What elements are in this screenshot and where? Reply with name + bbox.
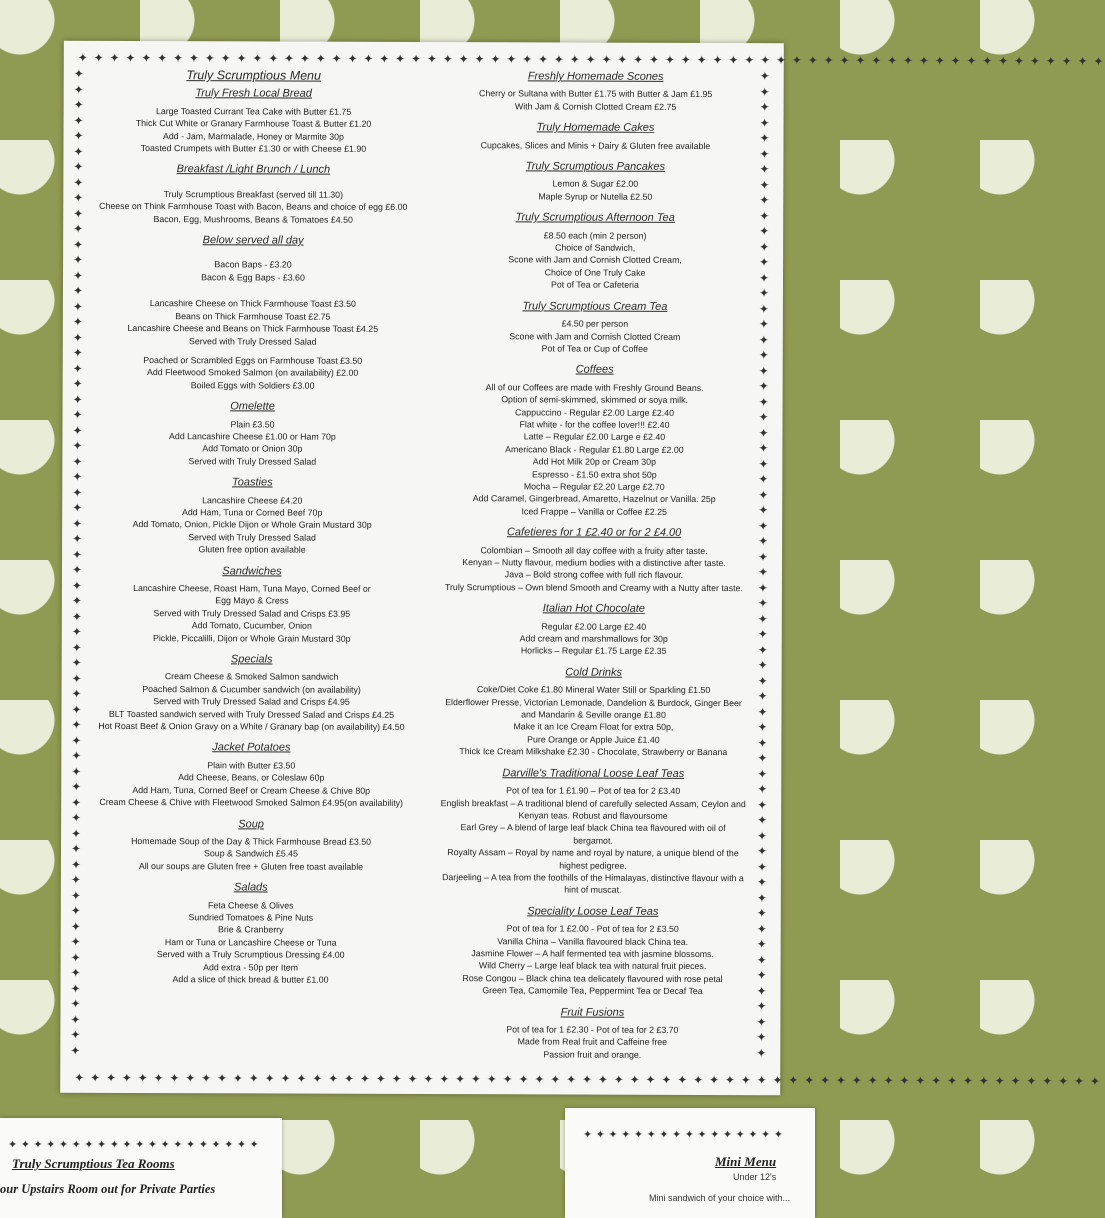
menu-line: Cherry or Sultana with Butter £1.75 with Butter & Jam £1.95 <box>479 88 713 100</box>
menu-line: £4.50 per person <box>561 318 629 329</box>
section-jacket-potatoes <box>81 741 421 809</box>
section-heading: Cold Drinks <box>565 666 623 679</box>
section-all-day <box>83 234 424 392</box>
menu-line: Brie & Cranberry <box>217 924 284 935</box>
section-heading: Toasties <box>231 476 273 489</box>
section-heading: Breakfast /Light Brunch / Lunch <box>176 163 331 177</box>
section-speciality-teas <box>423 905 763 998</box>
card-title: Mini Menu <box>715 1154 777 1169</box>
section-heading: Fruit Fusions <box>560 1006 625 1019</box>
menu-line: Large Toasted Currant Tea Cake with Butter £1.75 <box>155 105 352 117</box>
decorative-border-top: ✦ ✦ ✦ ✦ ✦ ✦ ✦ ✦ ✦ ✦ ✦ ✦ ✦ ✦ ✦ ✦ ✦ ✦ ✦ ✦ ✦ ✦ ✦ ✦ ✦ ✦ ✦ ✦ ✦ ✦ ✦ ✦ ✦ ✦ ✦ ✦ ✦ ✦ ✦ ✦ ✦ ✦ ✦ ✦ ✦ ✦ ✦ ✦ ✦ ✦ ✦ ✦ ✦ ✦ ✦ ✦ ✦ ✦ ✦ ✦ ✦ ✦ ✦ ✦ ✦ <box>77 50 1105 69</box>
section-soup <box>81 817 421 873</box>
section-heading: Truly Fresh Local Bread <box>195 87 312 101</box>
section-coffees <box>424 363 765 518</box>
menu-line: and Mandarin & Seville orange £1.80 <box>521 709 666 720</box>
section-toasties <box>82 476 422 557</box>
menu-line: Kenyan teas. Robust and flavoursome <box>518 810 668 821</box>
menu-line: Bacon Baps - £3.20 <box>214 259 292 271</box>
menu-line: Earl Grey – A blend of large leaf black China tea flavoured with oil of <box>460 822 726 834</box>
section-heading: Truly Scrumptious Pancakes <box>525 160 666 173</box>
mini-menu-card <box>565 1108 815 1218</box>
menu-line: Lancashire Cheese on Thick Farmhouse Toast £3.50 <box>149 298 356 310</box>
menu-line: Lemon & Sugar £2.00 <box>552 178 639 190</box>
menu-line: Flat white - for the coffee lover!!! £2.40 <box>519 419 670 430</box>
menu-line: English breakfast – A traditional blend of carefully selected Assam, Ceylon and <box>440 797 746 809</box>
menu-left-column <box>81 69 424 996</box>
menu-line: Horlicks – Regular £1.75 Large £2.35 <box>520 645 667 657</box>
menu-line: Option of semi-skimmed, skimmed or soya milk. <box>501 394 688 406</box>
menu-line: Made from Real fruit and Caffeine free <box>517 1036 668 1048</box>
menu-line: Bacon & Egg Baps - £3.60 <box>201 272 305 283</box>
menu-line: Ham or Tuna or Lancashire Cheese or Tuna <box>164 936 337 948</box>
menu-line: Served with a Truly Scrumptious Dressing £4.00 <box>156 949 345 960</box>
menu-line: Served with Truly Dressed Salad <box>188 455 317 467</box>
menu-line: Cream Cheese & Chive with Fleetwood Smoked Salmon £4.95(on availability) <box>99 796 404 809</box>
menu-line: Vanilla China – Vanilla flavoured black China tea. <box>497 935 689 947</box>
menu-sheet <box>60 41 1105 1096</box>
menu-line: Sundried Tomatoes & Pine Nuts <box>188 912 314 923</box>
section-heading: Omelette <box>230 400 275 413</box>
menu-line: Cheese on Think Farmhouse Toast with Bacon, Beans and choice of egg £6.00 <box>99 201 408 213</box>
section-heading: Soup <box>238 817 264 830</box>
section-heading: Jacket Potatoes <box>212 741 291 755</box>
menu-line: Truly Scrumptious – Own blend Smooth and Creamy with a Nutty after taste. <box>444 581 743 593</box>
menu-line: Soup & Sandwich £5.45 <box>204 848 298 859</box>
menu-line: Scone with Jam and Cornish Clotted Cream <box>509 330 681 342</box>
menu-line: Pure Orange or Apple Juice £1.40 <box>527 734 660 745</box>
section-heading: Truly Homemade Cakes <box>536 121 655 135</box>
menu-line: Mocha – Regular £2.20 Large £2.70 <box>523 481 665 492</box>
menu-line: Egg Mayo & Cress <box>215 595 289 606</box>
section-breakfast <box>83 163 423 226</box>
menu-line: Cupcakes, Slices and Minis + Dairy & Gluten free available <box>480 139 711 151</box>
menu-line: £8.50 each (min 2 person) <box>543 230 647 241</box>
menu-line: Add cream and marshmallows for 30p <box>519 633 668 644</box>
menu-line: Thick Ice Cream Milkshake £2.30 - Chocolate, Strawberry or Banana <box>459 746 728 758</box>
menu-line: Pickle, Piccalilli, Dijon or Whole Grain Mustard 30p <box>152 632 351 644</box>
menu-right-column <box>422 70 765 1070</box>
section-heading: Salads <box>234 881 268 894</box>
section-heading: Speciality Loose Leaf Teas <box>527 905 659 918</box>
card-title: Truly Scrumptious Tea Rooms <box>12 1156 175 1171</box>
section-afternoon-tea <box>425 211 765 292</box>
menu-line: Served with Truly Dressed Salad <box>188 531 316 543</box>
section-heading: Below served all day <box>202 234 304 247</box>
menu-line: Add Cheese, Beans, or Coleslaw 60p <box>178 772 325 783</box>
menu-line: Add Ham, Tuna or Corned Beef 70p <box>181 507 323 518</box>
menu-line: Truly Scrumptious Breakfast (served till 11.30) <box>163 188 344 200</box>
menu-line: Add a slice of thick bread & butter £1.00 <box>172 974 329 985</box>
decorative-border-bottom: ✦ ✦ ✦ ✦ ✦ ✦ ✦ ✦ ✦ ✦ ✦ ✦ ✦ ✦ ✦ ✦ ✦ ✦ ✦ ✦ ✦ ✦ ✦ ✦ ✦ ✦ ✦ ✦ ✦ ✦ ✦ ✦ ✦ ✦ ✦ ✦ ✦ ✦ ✦ ✦ ✦ ✦ ✦ ✦ ✦ ✦ ✦ ✦ ✦ ✦ ✦ ✦ ✦ ✦ ✦ ✦ ✦ ✦ ✦ ✦ ✦ ✦ ✦ ✦ ✦ <box>74 1070 1101 1089</box>
menu-line: Darjeeling – A tea from the foothills of the Himalayas, distinctive flavour with a <box>442 872 744 884</box>
menu-line: Pot of tea for 1 £1.90 – Pot of tea for 2 £3.40 <box>506 785 681 796</box>
decorative-border-right: ✦✦✦✦✦✦✦✦✦✦✦✦✦✦✦✦✦✦✦✦✦✦✦✦✦✦✦✦✦✦✦✦✦✦✦✦✦✦✦✦✦✦✦✦✦✦✦✦✦✦✦✦✦✦✦✦✦✦✦✦✦✦✦✦ <box>756 69 770 1060</box>
menu-line: Served with Truly Dressed Salad and Crisps £3.95 <box>153 607 351 619</box>
menu-line: Add Hot Milk 20p or Cream 30p <box>532 456 656 467</box>
menu-line: Latte – Regular £2.00 Large e £2.40 <box>523 431 666 443</box>
menu-line: Plain with Butter £3.50 <box>207 760 296 771</box>
section-heading: Sandwiches <box>222 564 282 578</box>
card-text: Mini sandwich of your choice with... <box>649 1193 791 1203</box>
menu-line: Lancashire Cheese, Roast Ham, Tuna Mayo, Corned Beef or <box>133 582 371 594</box>
menu-line: Add - Jam, Marmalade, Honey or Marmite 30p <box>163 130 344 142</box>
menu-line: Royalty Assam – Royal by name and royal by nature, a unique blend of the <box>447 847 739 859</box>
menu-title: Truly Scrumptious Menu <box>186 68 322 83</box>
section-heading: Italian Hot Chocolate <box>542 602 645 615</box>
menu-line: Beans on Thick Farmhouse Toast £2.75 <box>175 310 331 322</box>
menu-line: Gluten free option available <box>198 544 306 555</box>
menu-line: Feta Cheese & Olives <box>208 899 294 911</box>
menu-line: Add Tomato, Cucumber, Onion <box>191 620 312 631</box>
section-heading: Coffees <box>575 363 614 376</box>
menu-line: Homemade Soup of the Day & Thick Farmhouse Bread £3.50 <box>131 835 372 847</box>
menu-line: Java – Bold strong coffee with full rich flavour. <box>504 569 684 581</box>
section-pancakes <box>425 160 765 203</box>
menu-line: Choice of One Truly Cake <box>544 267 646 278</box>
section-heading: Specials <box>230 653 273 666</box>
card-text: our Upstairs Room out for Private Parties <box>0 1182 216 1196</box>
card-subtitle: Under 12's <box>733 1172 777 1182</box>
menu-line: Coke/Diet Coke £1.80 Mineral Water Still or Sparkling £1.50 <box>476 684 711 696</box>
menu-line: All of our Coffees are made with Freshly Ground Beans. <box>485 381 704 393</box>
section-cakes <box>425 121 765 152</box>
decorative-border-left: ✦✦✦✦✦✦✦✦✦✦✦✦✦✦✦✦✦✦✦✦✦✦✦✦✦✦✦✦✦✦✦✦✦✦✦✦✦✦✦✦✦✦✦✦✦✦✦✦✦✦✦✦✦✦✦✦✦✦✦✦✦✦✦✦ <box>70 66 84 1058</box>
menu-line: Kenyan – Nutty flavour, medium bodies with a distinctive after taste. <box>462 557 726 569</box>
menu-line: Rose Congou – Black china tea delicately flavoured with rose petal <box>462 972 723 984</box>
menu-line: Pot of Tea or Cup of Coffee <box>541 343 648 354</box>
menu-line: Poached Salmon & Cucumber sandwich (on availability) <box>142 683 361 695</box>
menu-line: Add Ham, Tuna, Corned Beef or Cream Cheese & Chive 80p <box>132 784 371 796</box>
menu-line: Wild Cherry – Large leaf black tea with natural fruit pieces. <box>478 960 707 972</box>
section-loose-leaf-teas <box>423 767 763 897</box>
menu-line: Cappuccino - Regular £2.00 Large £2.40 <box>515 406 675 418</box>
menu-line: Toasted Crumpets with Butter £1.30 or with Cheese £1.90 <box>140 143 367 154</box>
menu-line: Green Tea, Camomile Tea, Peppermint Tea or Decaf Tea <box>482 985 703 997</box>
menu-line: Regular £2.00 Large £2.40 <box>541 621 647 632</box>
section-cold-drinks <box>423 666 763 759</box>
menu-line: Add Tomato, Onion, Pickle Dijon or Whole Grain Mustard 30p <box>132 519 372 531</box>
tea-rooms-card <box>0 1118 282 1218</box>
section-heading: Cafetieres for 1 £2.40 or for 2 £4.00 <box>506 526 682 540</box>
menu-line: Pot of tea for 1 £2.30 - Pot of tea for 2 £3.70 <box>506 1024 679 1035</box>
menu-line: Bacon, Egg, Mushrooms, Beans & Tomatoes £4.50 <box>153 213 353 225</box>
menu-line: Pot of tea for 1 £2.00 - Pot of tea for 2 £3.50 <box>506 923 679 935</box>
section-specials <box>81 653 421 734</box>
section-bread <box>83 87 423 155</box>
menu-line: Pot of Tea or Cafeteria <box>551 279 639 291</box>
menu-line: Maple Syrup or Nutella £2.50 <box>538 191 653 202</box>
section-omelette <box>82 400 422 468</box>
menu-line: Lancashire Cheese and Beans on Thick Farmhouse Toast £4.25 <box>127 323 379 334</box>
menu-line: Add Fleetwood Smoked Salmon (on availability) £2.00 <box>147 367 359 379</box>
section-heading: Truly Scrumptious Afternoon Tea <box>515 211 675 225</box>
section-hot-chocolate <box>424 602 764 658</box>
menu-line: Espresso - £1.50 extra shot 50p <box>531 468 657 480</box>
decorative-border-top: ✦ ✦ ✦ ✦ ✦ ✦ ✦ ✦ ✦ ✦ ✦ ✦ ✦ ✦ ✦ ✦ <box>583 1128 783 1141</box>
menu-line: Add extra - 50p per Item <box>203 961 299 973</box>
menu-line: Iced Frappe – Vanilla or Coffee £2.25 <box>521 506 667 517</box>
menu-line: Poached or Scrambled Eggs on Farmhouse Toast £3.50 <box>143 354 363 366</box>
menu-line: Choice of Sandwich, <box>554 242 636 253</box>
section-heading: Truly Scrumptious Cream Tea <box>522 300 668 313</box>
section-cafetieres <box>424 526 764 594</box>
section-cream-tea <box>425 300 765 356</box>
menu-line: Add Caramel, Gingerbread, Amaretto, Hazelnut or Vanilla. 25p <box>472 493 716 505</box>
menu-line: Add Tomato or Onion 30p <box>202 443 303 454</box>
section-fruit-fusions <box>422 1006 762 1062</box>
section-scones <box>426 70 766 113</box>
menu-line: With Jam & Cornish Clotted Cream £2.75 <box>514 101 677 112</box>
section-heading: Darville's Traditional Loose Leaf Teas <box>502 766 685 780</box>
menu-line: Americano Black - Regular £1.80 Large £2.00 <box>505 444 684 455</box>
menu-line: Cream Cheese & Smoked Salmon sandwich <box>164 671 339 683</box>
menu-line: Passion fruit and orange. <box>543 1049 642 1060</box>
menu-line: Thick Cut White or Granary Farmhouse Toast & Butter £1.20 <box>135 118 372 130</box>
section-sandwiches <box>82 564 422 645</box>
menu-line: Colombian – Smooth all day coffee with a fruity after taste. <box>480 544 708 556</box>
menu-line: Plain £3.50 <box>230 418 275 430</box>
menu-line: Hot Roast Beef & Onion Gravy on a White / Granary bap (on availability) £4.50 <box>98 720 405 733</box>
menu-line: hint of muscat. <box>564 884 622 896</box>
menu-line: All our soups are Gluten free + Gluten free toast available <box>138 860 364 872</box>
menu-line: Jasmine Flower – A half fermented tea with jasmine blossoms. <box>471 948 714 959</box>
menu-line: BLT Toasted sandwich served with Truly Dressed Salad and Crisps £4.25 <box>108 708 395 720</box>
menu-line: Make it an Ice Cream Float for extra 50p, <box>513 721 674 733</box>
menu-line: bergamot. <box>573 835 613 846</box>
decorative-border-top: ✦ ✦ ✦ ✦ ✦ ✦ ✦ ✦ ✦ ✦ ✦ ✦ ✦ ✦ ✦ ✦ ✦ ✦ ✦ ✦ <box>8 1138 259 1151</box>
section-heading: Freshly Homemade Scones <box>527 70 664 83</box>
menu-line: Served with Truly Dressed Salad <box>188 335 317 347</box>
menu-line: Scone with Jam and Cornish Clotted Cream, <box>508 254 682 266</box>
menu-line: Add Lancashire Cheese £1.00 or Ham 70p <box>169 431 336 442</box>
menu-line: Served with Truly Dressed Salad and Crisps £4.95 <box>153 696 350 707</box>
menu-line: Lancashire Cheese £4.20 <box>202 494 303 506</box>
menu-line: highest pedigree. <box>559 860 627 871</box>
section-salads <box>81 881 421 986</box>
menu-line: Boiled Eggs with Soldiers £3.00 <box>190 379 315 391</box>
menu-line: Elderflower Presse, Victorian Lemonade, Dandelion & Burdock, Ginger Beer <box>445 696 742 708</box>
